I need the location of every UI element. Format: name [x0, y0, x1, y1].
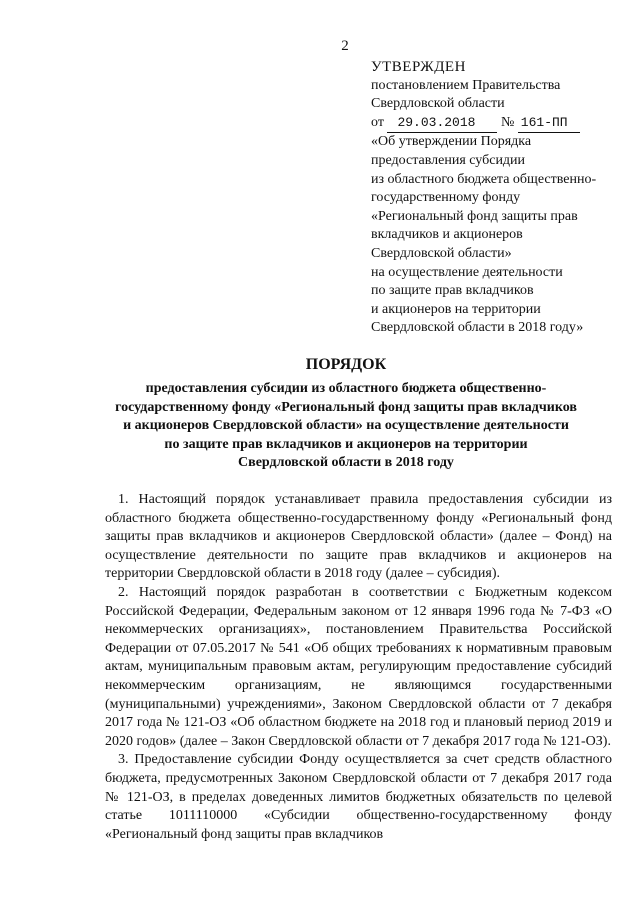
decree-title-line: на осуществление деятельности: [371, 264, 563, 280]
document-title: ПОРЯДОК: [305, 356, 387, 373]
document-subtitle-line: и акционеров Свердловской области» на осуществление деятельности: [123, 418, 569, 433]
decree-title-line: и акционеров на территории: [371, 301, 541, 317]
document-subtitle-line: Свердловской области в 2018 году: [238, 455, 454, 470]
decree-title-line: по защите прав вкладчиков: [371, 283, 534, 299]
approval-block: [371, 58, 596, 338]
decree-title-line: Свердловской области в 2018 году»: [371, 320, 584, 336]
approval-date: 29.03.2018: [387, 114, 497, 134]
decree-title-line: «Об утверждении Порядка: [371, 134, 532, 150]
document-subtitle-line: предоставления субсидии из областного бюджета общественно-: [145, 381, 547, 396]
approval-line: Свердловской области: [371, 96, 505, 112]
approval-title: УТВЕРЖДЕН: [371, 59, 466, 75]
document-heading: [96, 356, 596, 473]
paragraph-3: 3. Предоставление субсидии Фонду осуществляется за счет средств областного бюджета, предусмотренных Законом Свердловской области от 7 декабря 2017 года № 121-ОЗ, в пределах доведенных лимитов бюджетных обязательств по целевой статье 1011110000 «Субсидии общественно-государственному фонду «Региональный фонд защиты прав вкладчиков: [105, 752, 612, 842]
approval-date-line: [371, 114, 596, 134]
document-subtitle-line: по защите прав вкладчиков и акционеров на территории: [164, 436, 528, 452]
approval-number: 161-ПП: [518, 114, 580, 134]
number-prefix: №: [500, 114, 515, 130]
date-prefix: от: [371, 114, 384, 130]
document-subtitle-line: государственному фонду «Региональный фонд защиты прав вкладчиков: [115, 399, 577, 415]
approval-line: постановлением Правительства: [371, 77, 561, 93]
decree-title-line: предоставления субсидии: [371, 152, 526, 168]
decree-title-line: вкладчиков и акционеров: [371, 227, 523, 243]
decree-title-line: из областного бюджета общественно-: [371, 171, 597, 187]
decree-title-line: государственному фонду: [371, 190, 521, 206]
paragraph-2: 2. Настоящий порядок разработан в соответствии с Бюджетным кодексом Российской Федерации, Федеральным законом от 12 января 1996 года № 7-ФЗ «О некоммерческих организациях», постановлением Правительства Российской Федерации от 07.05.2017 № 541 «Об общих требованиях к нормативным правовым актам, муниципальным правовым актам, регулирующим предоставление субсидий некоммерческим организациям, не являющимся государственными (муниципальными) учреждениями», Законом Свердловской области от 7 декабря 2017 года № 121-ОЗ «Об областном бюджете на 2018 год и плановый период 2019 и 2020 годов» (далее – Закон Свердловской области от 7 декабря 2017 года № 121-ОЗ).: [105, 584, 612, 749]
decree-title-line: «Региональный фонд защиты прав: [371, 208, 578, 224]
paragraph-1: 1. Настоящий порядок устанавливает правила предоставления субсидии из областного бюджета общественно-государственному фонду «Региональный фонд защиты прав вкладчиков и акционеров Свердловской области» (далее – Фонд) на осуществление деятельности по защите прав вкладчиков и акционеров на территории Свердловской области в 2018 году (далее – субсидия).: [105, 492, 612, 582]
document-body: [105, 491, 612, 844]
page-number: 2: [341, 38, 349, 54]
decree-title-line: Свердловской области»: [371, 245, 512, 261]
